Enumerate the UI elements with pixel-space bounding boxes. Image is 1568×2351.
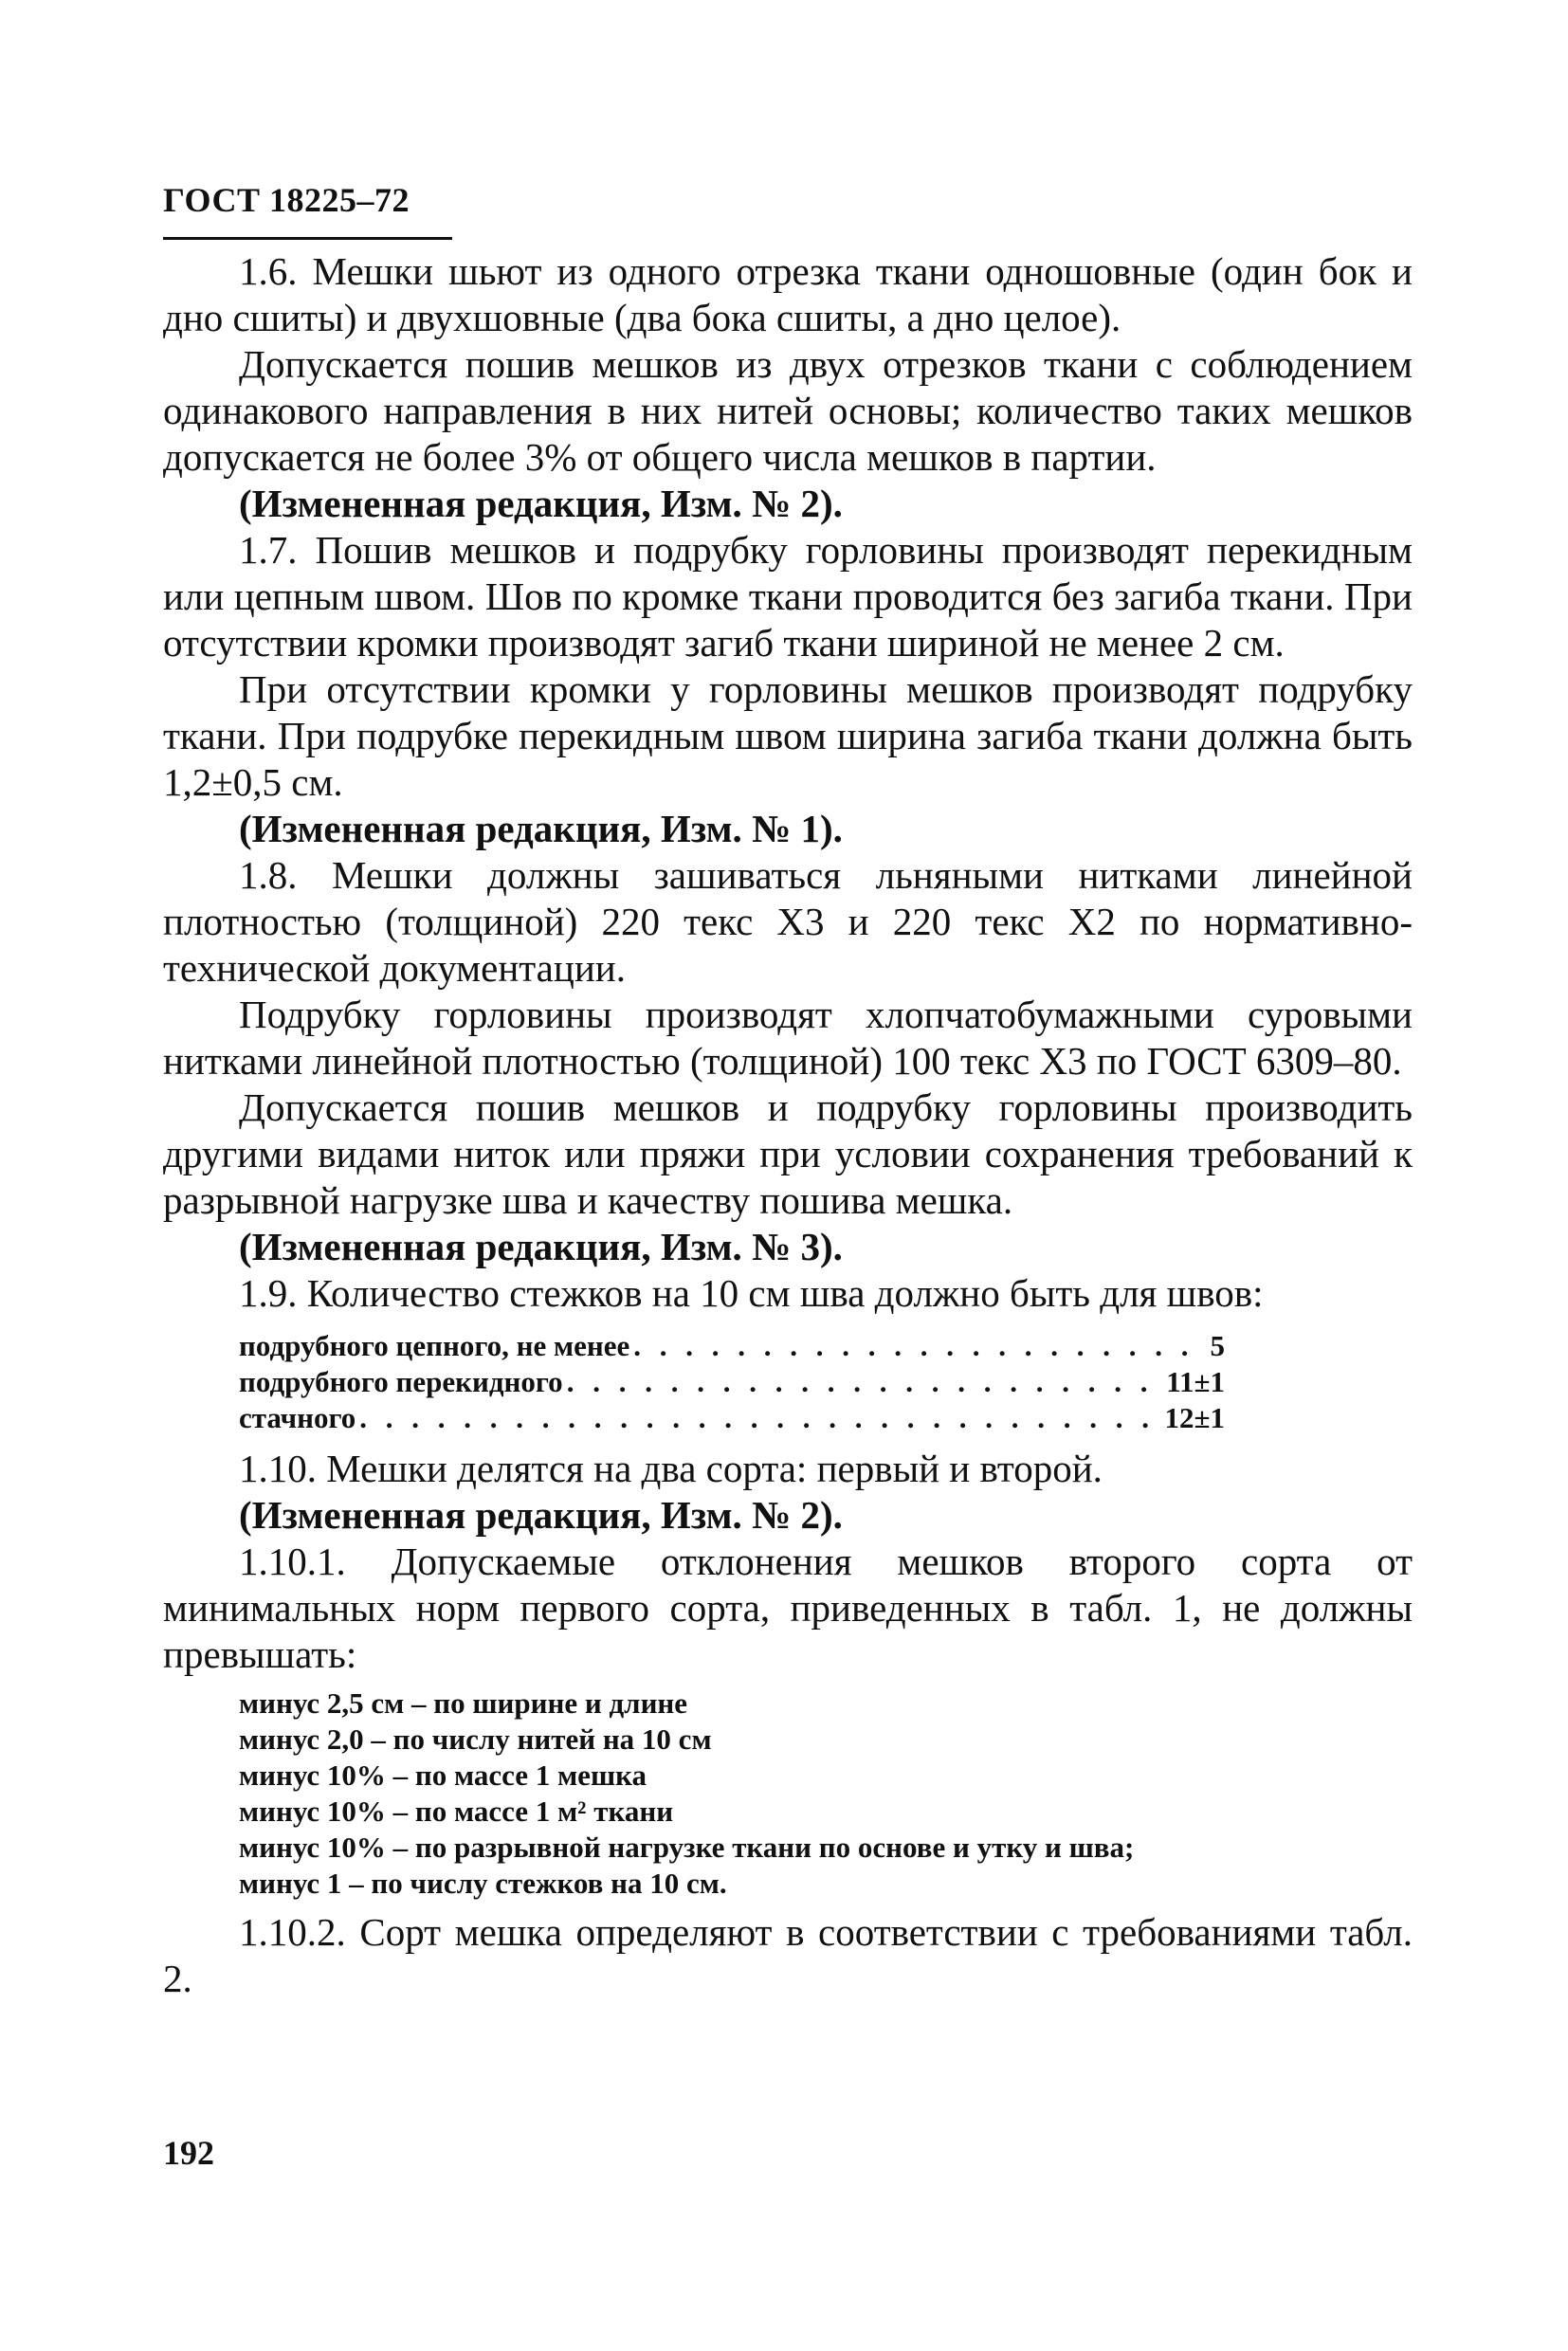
stitch-row: [239, 1364, 1225, 1400]
document-header: ГОСТ 18225–72: [163, 181, 410, 219]
paragraph-1-9: 1.9. Количество стежков на 10 см шва должно быть для швов:: [239, 1271, 1264, 1315]
stitch-row-label: подрубного перекидного: [239, 1365, 563, 1398]
document-body: [163, 248, 1413, 2002]
header-rule: [163, 237, 452, 240]
leader-dots: [567, 1364, 1163, 1400]
leader-dots: [633, 1328, 1206, 1364]
paragraph-1-10: 1.10. Мешки делятся на два сорта: первый и второй.: [239, 1447, 1103, 1490]
stitch-row-label: стачного: [239, 1401, 356, 1434]
deviation-item: минус 10% – по массе 1 м² ткани: [239, 1795, 674, 1828]
stitch-row: [239, 1328, 1225, 1364]
edit-note: (Измененная редакция, Изм. № 2).: [239, 1493, 843, 1537]
paragraph-1-8-alternatives: Допускается пошив мешков и подрубку горловины производить другими видами ниток или пряжи при условии сохранения требований к разрывной нагрузке шва и качеству пошива мешка.: [163, 1085, 1413, 1222]
paragraph-1-10-1: 1.10.1. Допускаемые отклонения мешков второго сорта от минимальных норм первого сорта, приведенных в табл. 1, не должны превышать:: [163, 1540, 1413, 1676]
paragraph-1-10-2: 1.10.2. Сорт мешка определяют в соответствии с требованиями табл. 2.: [163, 1910, 1413, 2000]
stitch-row-value: 5: [1210, 1329, 1225, 1362]
edit-note: (Измененная редакция, Изм. № 1).: [239, 807, 843, 850]
paragraph-1-7: 1.7. Пошив мешков и подрубку горловины производят перекидным или цепным швом. Шов по кромке ткани проводится без загиба ткани. При отсутствии кромки производят загиб ткани шириной не менее 2 см.: [163, 528, 1413, 665]
stitch-row-value: 12±1: [1164, 1401, 1225, 1434]
edit-note: (Измененная редакция, Изм. № 3).: [239, 1225, 843, 1268]
paragraph-1-6-addendum: Допускается пошив мешков из двух отрезков ткани с соблюдением одинакового направления в них нитей основы; количество таких мешков допускается не более 3% от общего числа мешков в партии.: [163, 342, 1413, 479]
stitch-row-label: подрубного цепного, не менее: [239, 1329, 630, 1362]
deviation-item: минус 10% – по разрывной нагрузке ткани по основе и утку и шва;: [239, 1831, 1135, 1864]
deviation-item: минус 10% – по массе 1 мешка: [239, 1759, 647, 1792]
paragraph-1-8-hem: Подрубку горловины производят хлопчатобумажными суровыми нитками линейной плотностью (толщиной) 100 текс Х3 по ГОСТ 6309–80.: [163, 993, 1413, 1083]
edit-note: (Измененная редакция, Изм. № 2).: [239, 482, 843, 525]
paragraph-1-8: 1.8. Мешки должны зашиваться льняными нитками линейной плотностью (толщиной) 220 текс Х3 и 220 текс Х2 по нормативно-технической документации.: [163, 853, 1413, 990]
deviation-list: [239, 1686, 1413, 1902]
deviation-item: минус 1 – по числу стежков на 10 см.: [239, 1867, 727, 1900]
page-number: 192: [163, 2134, 214, 2172]
deviation-item: минус 2,5 см – по ширине и длине: [239, 1686, 688, 1720]
stitch-row: [239, 1400, 1225, 1436]
leader-dots: [359, 1400, 1160, 1436]
paragraph-1-6: 1.6. Мешки шьют из одного отрезка ткани одношовные (один бок и дно сшиты) и двухшовные (два бока сшиты, а дно целое).: [163, 249, 1413, 339]
paragraph-1-7-addendum: При отсутствии кромки у горловины мешков производят подрубку ткани. При подрубке перекидным швом ширина загиба ткани должна быть 1,2±0,5 см.: [163, 667, 1413, 804]
deviation-item: минус 2,0 – по числу нитей на 10 см: [239, 1722, 712, 1756]
stitch-count-table: [239, 1328, 1225, 1436]
stitch-row-value: 11±1: [1166, 1365, 1225, 1398]
